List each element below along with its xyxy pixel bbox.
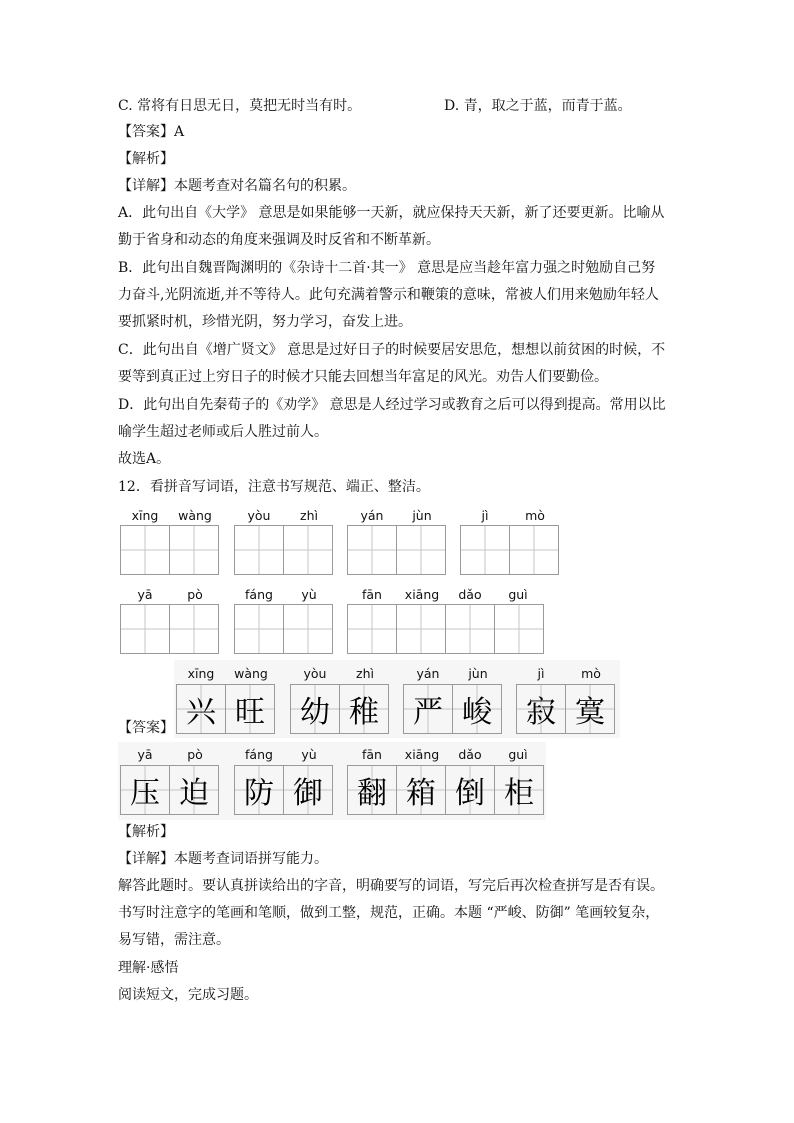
detail-line: 【详解】本题考查词语拼写能力。 [118, 851, 328, 867]
explanation-line: A．此句出自《大学》 意思是如果能够一天新，就应保持天天新，新了还要更新。比喻从 [118, 205, 665, 221]
answer-cell [446, 765, 495, 815]
answer-cell [120, 765, 170, 815]
pinyin: zhì [300, 508, 318, 523]
answer-cell [226, 684, 275, 734]
writing-cell[interactable] [495, 604, 544, 654]
pinyin: mò [525, 508, 545, 523]
explanation-line: 力奋斗,光阴流逝,并不等待人。此句充满着警示和鞭策的意味，常被人们用来勉励年轻人 [118, 287, 659, 303]
analysis-label: 【解析】 [118, 151, 174, 167]
option-d: D. 青，取之于蓝，而青于蓝。 [444, 98, 632, 114]
answer-cell [453, 684, 502, 734]
writing-grid[interactable] [234, 604, 333, 654]
pinyin: pò [187, 747, 203, 762]
pinyin: jì [481, 508, 489, 523]
pinyin-group [516, 666, 616, 684]
pinyin: yù [301, 747, 317, 762]
answer-char: 倒 [455, 776, 485, 811]
pinyin: yán [416, 666, 440, 681]
pinyin: dǎo [458, 587, 482, 602]
answer-char: 幼 [300, 695, 330, 730]
answer-cell [566, 684, 615, 734]
pinyin: wàng [234, 666, 268, 681]
pinyin: jùn [468, 666, 488, 681]
answer-cell [284, 765, 333, 815]
answer-grid [403, 684, 502, 734]
explanation-line: D．此句出自先秦荀子的《劝学》 意思是人经过学习或教育之后可以得到提高。常用以比 [118, 397, 666, 413]
answer-char: 御 [293, 776, 323, 811]
answer-12-label: 【答案】 [118, 720, 174, 736]
writing-cell[interactable] [170, 525, 219, 575]
writing-cell[interactable] [120, 604, 170, 654]
explanation-line: 书写时注意字的笔画和笔顺，做到工整，规范，正确。本题 “严峻、防御” 笔画较复杂， [118, 905, 660, 921]
pinyin: yā [137, 587, 153, 602]
pinyin: fáng [245, 587, 273, 602]
pinyin: xiāng [404, 587, 440, 602]
pinyin-group [120, 587, 220, 605]
pinyin: xīng [187, 666, 215, 681]
explanation-line: B．此句出自魏晋陶渊明的《杂诗十二首·其一》 意思是应当趁年富力强之时勉励自己努 [118, 260, 656, 276]
writing-grid[interactable] [120, 604, 219, 654]
pinyin: guì [508, 587, 528, 602]
explanation-line: 要等到真正过上穷日子的时候才只能去回想当年富足的风光。劝告人们要勤俭。 [118, 369, 608, 385]
explanation-line: 勤于省身和动态的角度来强调及时反省和不断革新。 [118, 232, 440, 248]
answer-char: 严 [413, 695, 443, 730]
conclusion-line: 故选A。 [118, 451, 171, 467]
explanation-line: 要抓紧时机，珍惜光阴，努力学习，奋发上进。 [118, 314, 412, 330]
detail-line: 【详解】本题考查对名篇名句的积累。 [118, 178, 356, 194]
answer-cell [234, 765, 284, 815]
answer-cell [340, 684, 389, 734]
explanation-line: C．此句出自《增广贤文》 意思是过好日子的时候要居安思危，想想以前贫困的时候，不 [118, 342, 666, 358]
pinyin: yán [360, 508, 384, 523]
section-heading: 理解·感悟 [118, 960, 179, 976]
answer-char: 迫 [179, 776, 209, 811]
writing-cell[interactable] [510, 525, 559, 575]
writing-grid[interactable] [120, 525, 219, 575]
pinyin-group [176, 666, 276, 684]
writing-cell[interactable] [397, 604, 446, 654]
writing-cell[interactable] [347, 604, 397, 654]
pinyin-group [234, 747, 334, 765]
answer-grid [347, 765, 544, 815]
writing-cell[interactable] [234, 604, 284, 654]
answer-char: 翻 [357, 776, 387, 811]
writing-cell[interactable] [234, 525, 284, 575]
pinyin-group [403, 666, 503, 684]
pinyin: zhì [356, 666, 374, 681]
pinyin: wàng [178, 508, 212, 523]
answer-cell [170, 765, 219, 815]
answer-char: 寞 [575, 695, 605, 730]
answer-cell [403, 684, 453, 734]
pinyin: xīng [131, 508, 159, 523]
answer-cell [516, 684, 566, 734]
pinyin-group [347, 587, 547, 605]
writing-cell[interactable] [120, 525, 170, 575]
explanation-line: 易写错，需注意。 [118, 932, 230, 948]
writing-cell[interactable] [284, 604, 333, 654]
pinyin-group [120, 508, 220, 526]
option-c: C. 常将有日思无日，莫把无时当有时。 [118, 98, 362, 114]
writing-cell[interactable] [460, 525, 510, 575]
answer-char: 峻 [462, 695, 492, 730]
answer-label: 【答案】A [118, 124, 185, 140]
answer-grid [516, 684, 615, 734]
answer-char: 防 [244, 776, 274, 811]
pinyin-group [460, 508, 560, 526]
writing-grid[interactable] [460, 525, 559, 575]
pinyin-group [120, 747, 220, 765]
pinyin: yā [137, 747, 153, 762]
writing-cell[interactable] [347, 525, 397, 575]
answer-char: 旺 [235, 695, 265, 730]
answer-char: 兴 [186, 695, 216, 730]
writing-cell[interactable] [284, 525, 333, 575]
explanation-line: 喻学生超过老师或后人胜过前人。 [118, 424, 328, 440]
pinyin: jì [537, 666, 545, 681]
pinyin: fān [362, 747, 382, 762]
answer-char: 柜 [504, 776, 534, 811]
answer-cell [397, 765, 446, 815]
writing-grid[interactable] [347, 604, 544, 654]
writing-cell[interactable] [170, 604, 219, 654]
pinyin: guì [508, 747, 528, 762]
pinyin: pò [187, 587, 203, 602]
pinyin-group [347, 508, 447, 526]
answer-char: 箱 [406, 776, 436, 811]
pinyin-group [234, 587, 334, 605]
explanation-line: 解答此题时。要认真拼读给出的字音，明确要写的词语，写完后再次检查拼写是否有误。 [118, 878, 664, 894]
answer-cell [347, 765, 397, 815]
answer-char: 寂 [526, 695, 556, 730]
answer-grid [290, 684, 389, 734]
pinyin-group [290, 666, 390, 684]
answer-cell [290, 684, 340, 734]
pinyin: mò [581, 666, 601, 681]
pinyin: xiāng [404, 747, 440, 762]
pinyin-group [234, 508, 334, 526]
pinyin: yù [301, 587, 317, 602]
answer-grid [120, 765, 219, 815]
instruction-line: 阅读短文，完成习题。 [118, 987, 258, 1003]
writing-cell[interactable] [446, 604, 495, 654]
question-12-prompt: 12．看拼音写词语，注意书写规范、端正、整洁。 [118, 479, 430, 495]
analysis-label: 【解析】 [118, 824, 174, 840]
answer-cell [495, 765, 544, 815]
answer-grid [176, 684, 275, 734]
answer-cell [176, 684, 226, 734]
answer-grid [234, 765, 333, 815]
pinyin: yòu [303, 666, 327, 681]
pinyin: dǎo [458, 747, 482, 762]
pinyin-group [347, 747, 547, 765]
pinyin: yòu [247, 508, 271, 523]
answer-char: 稚 [349, 695, 379, 730]
writing-grid[interactable] [234, 525, 333, 575]
pinyin: jùn [412, 508, 432, 523]
answer-char: 压 [130, 776, 160, 811]
pinyin: fáng [245, 747, 273, 762]
pinyin: fān [362, 587, 382, 602]
writing-grid[interactable] [347, 525, 446, 575]
writing-cell[interactable] [397, 525, 446, 575]
